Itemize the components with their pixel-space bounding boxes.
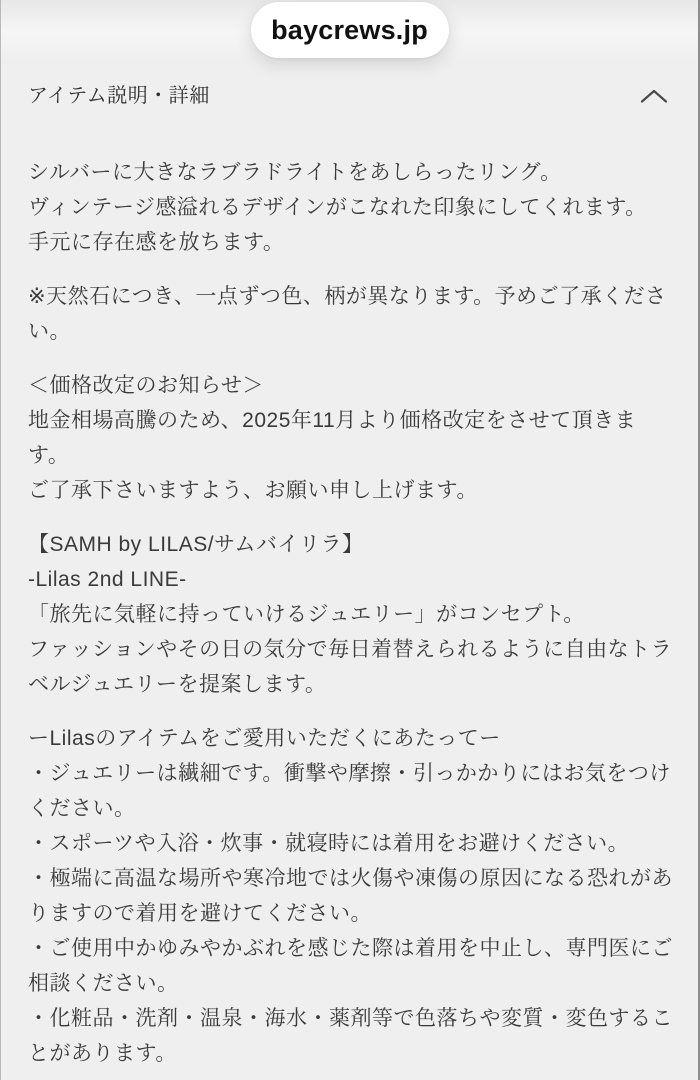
description-line: ＜価格改定のお知らせ＞ <box>28 374 264 397</box>
description-line: ヴィンテージ感溢れるデザインがこなれた印象にしてくれます。 <box>28 196 647 219</box>
address-bar-pill[interactable] <box>251 2 449 58</box>
description-line: ・ジュエリーは繊細です。衝撃や摩擦・引っかかりにはお気をつけ <box>28 762 671 785</box>
description-line: ーLilasのアイテムをご愛用いただくにあたってー <box>28 727 501 750</box>
description-line: とがあります。 <box>28 1042 177 1065</box>
description-line: 【SAMH by LILAS/サムバイリラ】 <box>28 533 364 556</box>
description-paragraph <box>28 279 671 349</box>
description-line: ※天然石につき、一点ずつ色、柄が異なります。予めご了承くださ <box>28 285 667 308</box>
item-description-accordion-header[interactable] <box>28 62 671 109</box>
description-line: ・化粧品・洗剤・温泉・海水・薬剤等で色落ちや変質・変色するこ <box>28 1007 673 1030</box>
description-line: ください。 <box>28 797 136 820</box>
description-line: ・スポーツや入浴・炊事・就寝時には着用をお避けください。 <box>28 832 630 855</box>
description-line: す。 <box>28 444 70 467</box>
description-line: シルバーに大きなラブラドライトをあしらったリング。 <box>28 161 562 184</box>
description-paragraph <box>28 155 671 260</box>
item-description-body <box>28 155 671 1071</box>
address-bar-domain: baycrews.jp <box>271 14 428 45</box>
description-paragraph <box>28 721 671 1071</box>
description-line: ・ご使用中かゆみやかぶれを感じた際は着用を中止し、専門医にご <box>28 937 673 960</box>
description-line: -Lilas 2nd LINE- <box>28 568 187 591</box>
section-title: アイテム説明・詳細 <box>28 85 210 107</box>
description-line: りますので着用を避けてください。 <box>28 902 372 925</box>
chevron-up-icon[interactable] <box>639 88 669 104</box>
browser-top-chrome <box>1 0 698 62</box>
description-line: ・極端に高温な場所や寒冷地では火傷や凍傷の原因になる恐れがあ <box>28 867 673 890</box>
description-line: い。 <box>28 320 71 343</box>
description-paragraph <box>28 527 671 702</box>
description-line: 地金相場高騰のため、2025年11月より価格改定をさせて頂きま <box>28 409 637 432</box>
description-line: ベルジュエリーを提案します。 <box>28 673 327 696</box>
page-content <box>1 62 698 1071</box>
description-line: ご了承下さいますよう、お願い申し上げます。 <box>28 479 478 502</box>
description-line: 相談ください。 <box>28 972 179 995</box>
description-line: ファッションやその日の気分で毎日着替えられるように自由なトラ <box>28 638 673 661</box>
description-line: 「旅先に気軽に持っていけるジュエリー」がコンセプト。 <box>28 603 585 626</box>
description-paragraph <box>28 368 671 508</box>
description-line: 手元に存在感を放ちます。 <box>28 231 285 254</box>
